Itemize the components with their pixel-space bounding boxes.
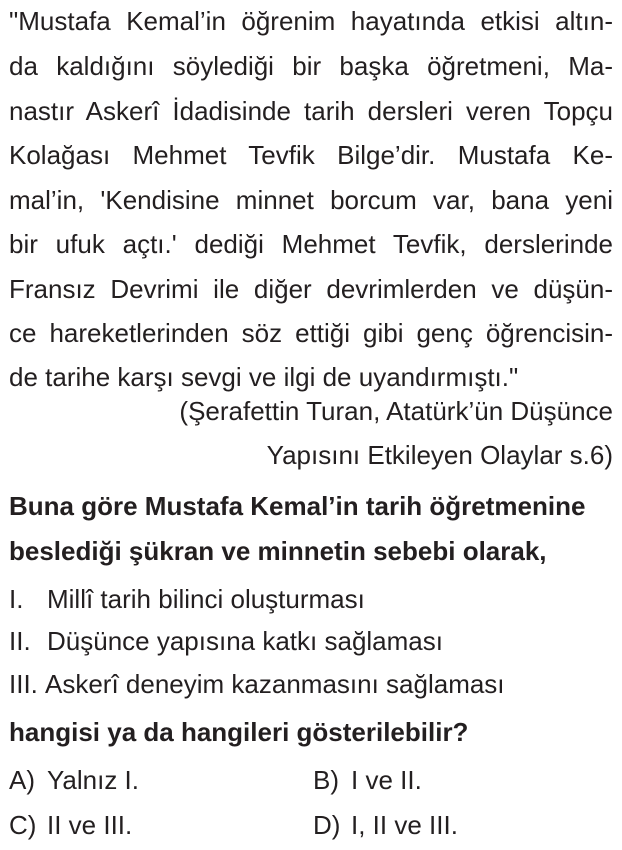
passage-line: mal’in, 'Kendisine minnet borcum var, bana yeni — [9, 185, 613, 215]
option-b[interactable] — [313, 764, 422, 796]
statement-i — [9, 583, 613, 615]
option-d[interactable] — [313, 809, 458, 841]
question-stem-line-1: Buna göre Mustafa Kemal’in tarih öğretmenine — [9, 491, 586, 521]
statement-text: Millî tarih bilinci oluşturması — [47, 584, 365, 614]
passage-line: da kaldığını söylediği bir başka öğretmeni, Ma- — [9, 51, 613, 81]
option-text: I ve II. — [351, 765, 422, 795]
passage-line: Kolağası Mehmet Tevfik Bilge’dir. Mustafa Ke- — [9, 140, 613, 170]
statement-text: Askerî deneyim kazanmasını sağlaması — [45, 669, 505, 699]
statement-numeral: III. — [9, 669, 38, 699]
option-text: II ve III. — [47, 810, 133, 840]
option-letter: C) — [9, 810, 37, 840]
option-letter: A) — [9, 765, 35, 795]
option-text: Yalnız I. — [47, 765, 140, 795]
passage-line: ce hareketlerinden söz ettiği gibi genç öğrencisin- — [9, 318, 613, 348]
option-a[interactable] — [9, 764, 139, 796]
option-letter: B) — [313, 765, 339, 795]
option-c[interactable] — [9, 809, 132, 841]
question-stem-line-2: beslediği şükran ve minnetin sebebi olarak, — [9, 536, 547, 566]
statement-text: Düşünce yapısına katkı sağlaması — [47, 626, 443, 656]
passage-line: "Mustafa Kemal’in öğrenim hayatında etkisi altın- — [9, 6, 613, 36]
passage-line: Fransız Devrimi ile diğer devrimlerden ve düşün- — [9, 274, 613, 304]
option-letter: D) — [313, 810, 341, 840]
statement-numeral: I. — [9, 584, 24, 614]
passage-line-last: de tarihe karşı sevgi ve ilgi de uyandırmıştı." — [9, 362, 519, 392]
citation-line-2: Yapısını Etkileyen Olaylar s.6) — [266, 440, 613, 470]
passage-line: bir ufuk açtı.' dediği Mehmet Tevfik, derslerinde — [9, 229, 613, 259]
statement-ii — [9, 625, 613, 657]
statement-numeral: II. — [9, 626, 31, 656]
statement-iii — [9, 668, 613, 700]
question-prompt: hangisi ya da hangileri gösterilebilir? — [9, 717, 469, 747]
option-text: I, II ve III. — [351, 810, 458, 840]
citation-line-1: (Şerafettin Turan, Atatürk’ün Düşünce — [179, 396, 613, 426]
passage-line: nastır Askerî İdadisinde tarih dersleri veren Topçu — [9, 96, 613, 126]
